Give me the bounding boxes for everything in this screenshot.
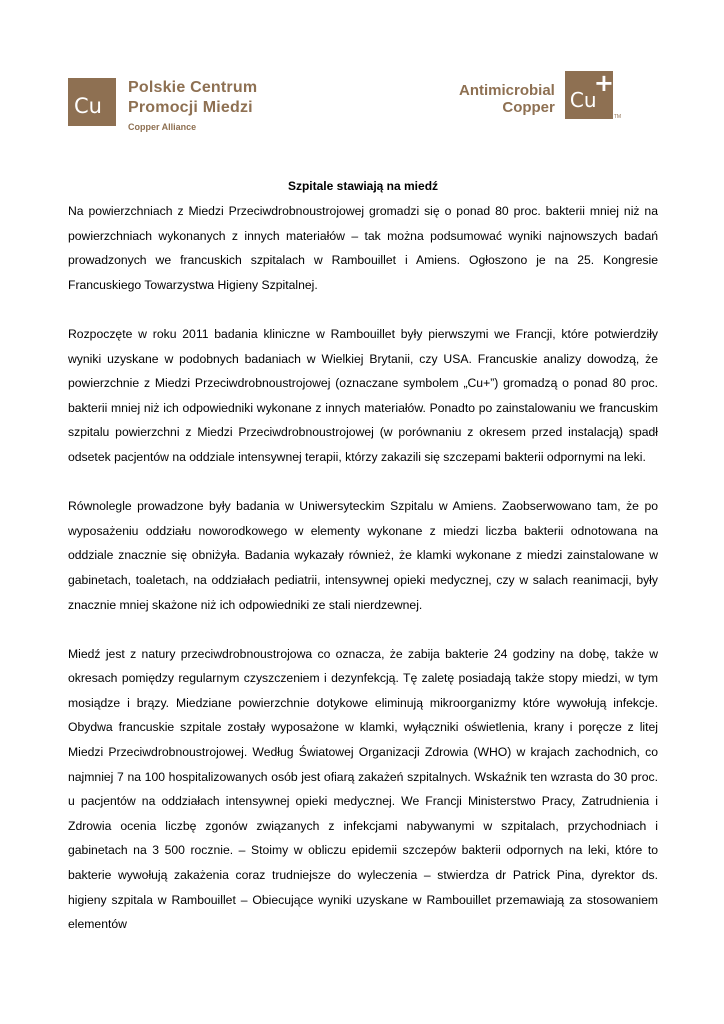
paragraph: Miedź jest z natury przeciwdrobnoustrojowa co oznacza, że zabija bakterie 24 godziny na dobę, także w okresach pomiędzy regularnym czyszczeniem i dezynfekcją. Tę zaletę posiadają także stopy miedzi, w tym mosiądze i brązy. Miedziane powierzchnie dotykowe eliminują mikroorganizmy które wywołują infekcje. Obydwa francuskie szpitale zostały wyposażone w klamki, wyłączniki oświetlenia, krany i poręcze z litej Miedzi Przeciwdrobnoustrojowej. Według Światowej Organizacji Zdrowia (WHO) w krajach zachodnich, co najmniej 7 na 100 hospitalizowanych osób jest ofiarą zakażeń szpitalnych. Wskaźnik ten wzrasta do 30 proc. u pacjentów na oddziałach intensywnej opieki medycznej. We Francji Ministerstwo Pracy, Zatrudnienia i Zdrowia ocenia liczbę zgonów związanych z infekcjami nabywanymi w szpitalach, przychodniach i gabinetach na 3 500 rocznie. – Stoimy w obliczu epidemii szczepów bakterii odpornych na leki, które to bakterie wywołują zakażenia coraz trudniejsze do wyleczenia – stwierdza dr Patrick Pina, dyrektor ds. higieny szpitala w Rambouillet – Obiecujące wyniki uzyskane w Rambouillet przemawiają za stosowaniem elementów — [68, 646, 658, 932]
cu-symbol-logo — [68, 78, 116, 126]
cu-plus-symbol-logo — [565, 69, 622, 120]
page-header — [0, 0, 724, 140]
antimicrobial-copper-logo — [459, 69, 622, 120]
paragraph: Rozpoczęte w roku 2011 badania kliniczne w Rambouillet były pierwszymi we Francji, które potwierdziły wyniki uzyskane w podobnych badaniach w Wielkiej Brytanii, czy USA. Francuskie analizy dowodzą, że powierzchnie z Miedzi Przeciwdrobnoustrojowej (oznaczane symbolem „Cu+”) gromadzą o ponad 80 proc. bakterii mniej niż ich odpowiedniki wykonane z innych materiałów. Ponadto po zainstalowaniu we francuskim szpitalu powierzchni z Miedzi Przeciwdrobnoustrojowej (w porównaniu z okresem przed instalacją) spadł odsetek pacjentów na oddziale intensywnej terapii, którzy zakazili się szczepami bakterii odpornymi na leki. — [68, 326, 658, 464]
paragraph: Równolegle prowadzone były badania w Uniwersyteckim Szpitalu w Amiens. Zaobserwowano tam, że po wyposażeniu oddziału noworodkowego w elementy wykonane z miedzi liczba bakterii odnotowana na oddziale znacznie się obniżyła. Badania wykazały również, że klamki wykonane z miedzi zainstalowane w gabinetach, toaletach, na oddziałach pediatrii, intensywnej opieki medycznej, czy w salach reanimacji, były znacznie mniej skażone niż ich odpowiedniki ze stali nierdzewnej. — [68, 499, 658, 612]
document-body — [68, 179, 658, 961]
polskie-centrum-promocji-miedzi-logo — [68, 78, 257, 132]
cu-plus-symbol-text: Cu — [569, 88, 597, 112]
organization-name — [128, 78, 257, 132]
antimicrobial-copper-text — [459, 83, 555, 115]
organization-subtitle: Copper Alliance — [128, 122, 197, 132]
cu-symbol-text: Cu — [74, 94, 102, 118]
trademark-mark: TM — [613, 114, 622, 120]
organization-name-line2: Promocji Miedzi — [128, 99, 253, 116]
copper-text: Copper — [502, 99, 555, 116]
organization-name-line1: Polskie Centrum — [128, 79, 258, 96]
plus-icon: + — [593, 69, 614, 97]
paragraph: Na powierzchniach z Miedzi Przeciwdrobnoustrojowej gromadzi się o ponad 80 proc. bakterii mniej niż na powierzchniach wykonanych z innych materiałów – tak można podsumować wyniki najnowszych badań prowadzonych we francuskich szpitalach w Rambouillet i Amiens. Ogłoszono je na 25. Kongresie Francuskiego Towarzystwa Higieny Szpitalnej. — [68, 204, 658, 292]
document-title: Szpitale stawiają na miedź — [287, 179, 439, 193]
antimicrobial-text: Antimicrobial — [459, 82, 555, 99]
